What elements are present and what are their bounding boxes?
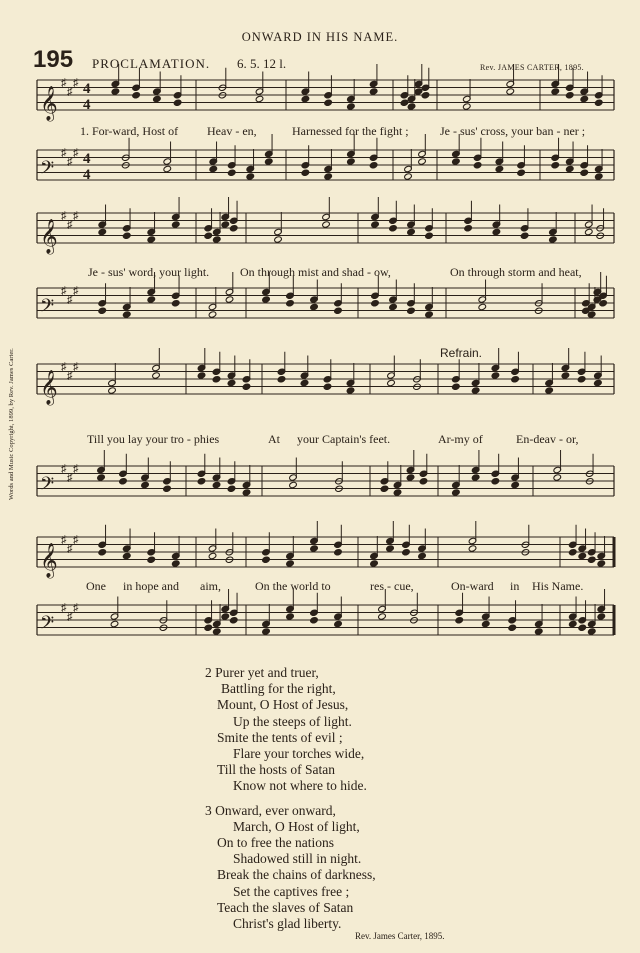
refrain-label: Refrain. <box>440 346 483 360</box>
verse-2-line-3: Mount, O Host of Jesus, <box>217 697 349 713</box>
note-head <box>262 296 271 303</box>
note-head <box>221 613 230 620</box>
lyric-s4-1: One <box>86 579 106 593</box>
note-head <box>229 225 238 232</box>
sharp-icon: ♯ <box>61 285 67 297</box>
note-head <box>147 236 156 243</box>
sharp-icon: ♯ <box>67 611 73 623</box>
note-head <box>153 95 162 102</box>
sharp-icon: ♯ <box>73 463 79 475</box>
note-head <box>197 372 206 379</box>
lyric-s4-7: in <box>510 579 520 593</box>
note-head <box>310 617 319 624</box>
footer-credit: Rev. James Carter, 1895. <box>355 931 445 941</box>
note-head <box>481 620 490 627</box>
lyric-s2-3: On through storm and heat, <box>450 265 582 279</box>
note-head <box>473 162 482 169</box>
meter: 6. 5. 12 l. <box>237 56 287 71</box>
lyric-s1-3: Harnessed for the fight ; <box>292 124 409 138</box>
note-head <box>393 489 402 496</box>
note-head <box>221 221 230 228</box>
note-head <box>197 478 206 485</box>
note-head <box>478 303 487 310</box>
note-head <box>400 99 409 106</box>
note-head <box>577 376 586 383</box>
note-head <box>163 485 172 492</box>
note-head <box>347 158 356 165</box>
lyric-s3-4: Ar-my of <box>438 432 483 446</box>
note-head <box>208 552 217 559</box>
note-head <box>122 232 131 239</box>
note-head <box>594 379 603 386</box>
sharp-icon: ♯ <box>73 602 79 614</box>
note-head <box>286 613 295 620</box>
note-head <box>97 474 106 481</box>
note-head <box>594 99 603 106</box>
verse-3-line-3: On to free the nations <box>217 835 334 851</box>
sharp-icon: ♯ <box>61 77 67 89</box>
verse-2-line-1: Purer yet and truer, <box>215 665 319 680</box>
note-head <box>111 88 120 95</box>
lyric-s4-5: res - cue, <box>370 579 414 593</box>
sharp-icon: ♯ <box>73 534 79 546</box>
note-head <box>511 376 520 383</box>
sharp-icon: ♯ <box>67 294 73 306</box>
note-head <box>492 228 501 235</box>
sharp-icon: ♯ <box>73 147 79 159</box>
verse-3 <box>205 803 376 933</box>
verse-2-line-2: Battling for the right, <box>221 681 336 697</box>
note-head <box>229 617 238 624</box>
time-signature: 4 <box>83 151 91 167</box>
note-head <box>264 158 273 165</box>
note-head <box>173 99 182 106</box>
lyric-s1-4: Je - sus' cross, your ban - ner ; <box>440 124 586 138</box>
note-head <box>418 158 427 165</box>
note-head <box>578 552 587 559</box>
sharp-icon: ♯ <box>67 370 73 382</box>
note-head <box>565 165 574 172</box>
note-head <box>204 232 213 239</box>
verse-2-line-8: Know not where to hide. <box>233 778 367 794</box>
note-head <box>404 173 413 180</box>
note-head <box>212 376 221 383</box>
verse-3-number: 3 <box>205 802 212 818</box>
bass-clef-icon: 𝄢 <box>40 296 55 321</box>
additional-verses <box>205 665 376 940</box>
note-head <box>419 478 428 485</box>
note-head <box>380 485 389 492</box>
lyric-s3-3: your Captain's feet. <box>297 432 391 446</box>
lyric-s2-2: On through mist and shad - ow, <box>240 265 391 279</box>
note-head <box>300 379 309 386</box>
note-head <box>406 474 415 481</box>
note-head <box>98 307 107 314</box>
note-head <box>322 221 331 228</box>
lyric-s4-6: On-ward <box>451 579 494 593</box>
sharp-icon: ♯ <box>73 361 79 373</box>
note-head <box>402 549 411 556</box>
verse-3-line-4: Shadowed still in night. <box>233 851 362 867</box>
note-head <box>455 617 464 624</box>
note-head <box>464 225 473 232</box>
note-head <box>578 624 587 631</box>
note-head <box>389 303 398 310</box>
note-head <box>452 158 461 165</box>
note-head <box>346 387 355 394</box>
note-head <box>212 481 221 488</box>
sharp-icon: ♯ <box>61 210 67 222</box>
sharp-icon: ♯ <box>73 210 79 222</box>
verse-3-line-6: Set the captives free ; <box>233 883 350 899</box>
treble-clef-icon: 𝄞 <box>40 543 58 578</box>
page-header: ONWARD IN HIS NAME. <box>241 30 399 44</box>
bass-clef-icon: 𝄢 <box>40 613 55 638</box>
sharp-icon: ♯ <box>61 534 67 546</box>
note-head <box>407 228 416 235</box>
note-head <box>262 628 271 635</box>
note-head <box>587 556 596 563</box>
sharp-icon: ♯ <box>61 602 67 614</box>
note-head <box>242 383 251 390</box>
note-head <box>587 628 596 635</box>
bass-clef-icon: 𝄢 <box>40 158 55 183</box>
note-head <box>471 474 480 481</box>
note-head <box>262 556 271 563</box>
sharp-icon: ♯ <box>61 463 67 475</box>
note-head <box>334 549 343 556</box>
note-head <box>389 225 398 232</box>
note-head <box>584 228 593 235</box>
note-head <box>132 92 141 99</box>
time-signature: 4 <box>83 81 91 97</box>
note-head <box>549 236 558 243</box>
author-credit: Rev. JAMES CARTER, 1895. <box>480 63 584 72</box>
treble-clef-icon: 𝄞 <box>40 86 58 121</box>
note-head <box>289 481 298 488</box>
verse-2-line-5: Smite the tents of evil ; <box>217 729 343 745</box>
note-head <box>418 552 427 559</box>
note-head <box>468 545 477 552</box>
lyric-s3-5: En-deav - or, <box>516 432 579 446</box>
bass-clef-icon: 𝄢 <box>40 474 55 499</box>
note-head <box>462 103 471 110</box>
sharp-icon: ♯ <box>67 472 73 484</box>
note-head <box>163 165 172 172</box>
note-head <box>414 88 423 95</box>
note-head <box>378 613 387 620</box>
lyric-s4-3: aim, <box>200 579 221 593</box>
note-head <box>152 372 161 379</box>
note-head <box>227 485 236 492</box>
treble-clef-icon: 𝄞 <box>40 219 58 254</box>
lyric-s4-4: On the world to <box>255 579 331 593</box>
note-head <box>242 489 251 496</box>
note-head <box>508 624 517 631</box>
note-head <box>122 552 131 559</box>
sharp-icon: ♯ <box>73 77 79 89</box>
note-head <box>534 628 543 635</box>
note-head <box>324 99 333 106</box>
lyric-s1-2: Heav - en, <box>207 124 257 138</box>
note-head <box>147 556 156 563</box>
note-head <box>495 165 504 172</box>
note-head <box>310 545 319 552</box>
note-head <box>370 560 379 567</box>
note-head <box>110 620 119 627</box>
verse-2 <box>205 665 376 795</box>
hymn-number: 195 <box>33 46 74 73</box>
note-head <box>452 383 461 390</box>
note-head <box>98 549 107 556</box>
note-head <box>553 474 562 481</box>
note-head <box>301 95 310 102</box>
note-head <box>347 103 356 110</box>
lyric-s3-2: At <box>268 432 280 446</box>
note-head <box>565 92 574 99</box>
note-head <box>568 620 577 627</box>
note-head <box>212 628 221 635</box>
note-head <box>277 376 286 383</box>
sharp-icon: ♯ <box>67 543 73 555</box>
sharp-icon: ♯ <box>67 219 73 231</box>
note-head <box>286 300 295 307</box>
note-head <box>471 387 480 394</box>
verse-2-line-6: Flare your torches wide, <box>233 746 365 762</box>
note-head <box>274 236 283 243</box>
note-head <box>594 173 603 180</box>
note-head <box>208 311 217 318</box>
note-head <box>301 169 310 176</box>
note-head <box>171 221 180 228</box>
note-head <box>517 169 526 176</box>
note-head <box>119 478 128 485</box>
note-head <box>334 307 343 314</box>
note-head <box>204 624 213 631</box>
note-head <box>212 236 221 243</box>
sharp-icon: ♯ <box>61 147 67 159</box>
note-head <box>506 88 515 95</box>
lyric-s2-1: Je - sus' word, your light. <box>88 265 210 279</box>
note-head <box>323 383 332 390</box>
lyric-s1-1: 1. For-ward, Host of <box>80 124 179 138</box>
note-head <box>255 95 264 102</box>
note-head <box>511 481 520 488</box>
note-head <box>98 228 107 235</box>
note-head <box>246 173 255 180</box>
verse-3-line-7: Teach the slaves of Satan <box>217 899 354 915</box>
note-head <box>568 549 577 556</box>
lyric-s4-8: His Name. <box>532 579 584 593</box>
note-head <box>334 620 343 627</box>
note-head <box>407 307 416 314</box>
lyric-s3-1: Till you lay your tro - phies <box>87 432 220 446</box>
note-head <box>227 379 236 386</box>
note-head <box>491 478 500 485</box>
time-signature: 4 <box>83 167 91 183</box>
note-head <box>386 545 395 552</box>
note-head <box>520 232 529 239</box>
verse-3-line-1: Onward, ever onward, <box>215 802 336 818</box>
lyric-s4-2: in hope and <box>123 579 179 593</box>
note-head <box>147 296 156 303</box>
note-head <box>369 88 378 95</box>
note-head <box>310 303 319 310</box>
note-head <box>580 169 589 176</box>
note-head <box>551 162 560 169</box>
note-head <box>407 103 416 110</box>
note-head <box>421 92 430 99</box>
note-head <box>141 481 150 488</box>
note-head <box>551 88 560 95</box>
verse-2-line-4: Up the steeps of light. <box>233 713 352 729</box>
note-head <box>225 296 234 303</box>
sharp-icon: ♯ <box>61 361 67 373</box>
verse-3-line-8: Christ's glad liberty. <box>233 916 342 932</box>
note-head <box>545 387 554 394</box>
note-head <box>597 560 606 567</box>
note-head <box>387 379 396 386</box>
note-head <box>286 560 295 567</box>
note-head <box>171 560 180 567</box>
treble-clef-icon: 𝄞 <box>40 370 58 405</box>
note-head <box>227 169 236 176</box>
note-head <box>324 173 333 180</box>
note-head <box>209 165 218 172</box>
note-head <box>371 221 380 228</box>
verse-2-number: 2 <box>205 665 212 680</box>
note-head <box>425 311 434 318</box>
note-head <box>108 387 117 394</box>
note-head <box>452 489 461 496</box>
note-head <box>561 372 570 379</box>
note-head <box>597 613 606 620</box>
tune-name: PROCLAMATION. <box>92 56 211 71</box>
sharp-icon: ♯ <box>67 156 73 168</box>
verse-2-line-7: Till the hosts of Satan <box>217 762 336 778</box>
note-head <box>580 95 589 102</box>
sharp-icon: ♯ <box>73 285 79 297</box>
note-head <box>491 372 500 379</box>
verse-3-line-2: March, O Host of light, <box>233 818 360 834</box>
note-head <box>371 300 380 307</box>
verse-3-line-5: Break the chains of darkness, <box>217 867 376 883</box>
sharp-icon: ♯ <box>67 86 73 98</box>
time-signature: 4 <box>83 97 91 113</box>
note-head <box>122 311 131 318</box>
note-head <box>171 300 180 307</box>
note-head <box>425 232 434 239</box>
copyright-notice: Words and Music Copyright, 1899, by Rev. James Carter. <box>8 348 15 500</box>
note-head <box>369 162 378 169</box>
